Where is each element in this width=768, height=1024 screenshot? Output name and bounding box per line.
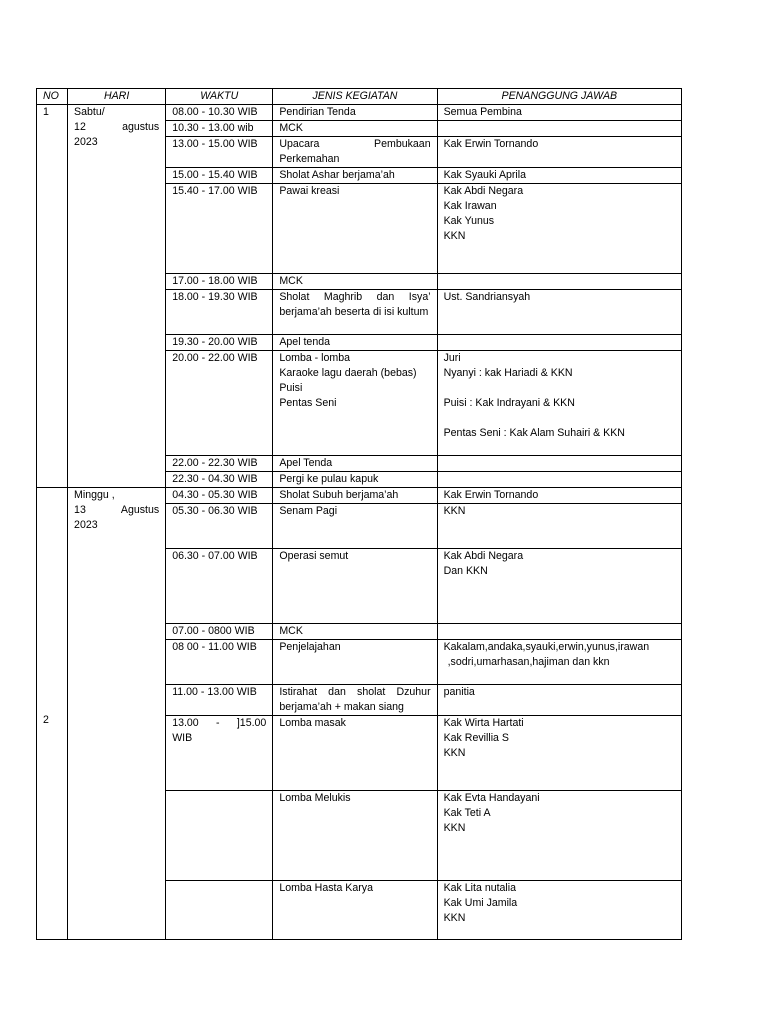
day-date-month: Agustus (120, 504, 160, 516)
time-cell: 13.00 - 15.00 WIB (166, 137, 273, 168)
pic-line: Kak Evta Handayani (443, 792, 540, 804)
pic-cell: Ust. Sandriansyah (437, 290, 681, 335)
activity-cell: Lomba masak (273, 716, 437, 791)
pic-line: Dan KKN (443, 565, 488, 577)
time-end: ]15.00 (236, 717, 267, 729)
activity-line: Karaoke lagu daerah (bebas) (279, 367, 417, 379)
header-waktu: WAKTU (166, 89, 273, 105)
day-date-month: agustus (122, 121, 160, 133)
day-date (68, 488, 166, 940)
activity-cell: Senam Pagi (273, 504, 437, 549)
time-start: 13.00 (172, 717, 199, 729)
time-cell: 15.40 - 17.00 WIB (166, 184, 273, 274)
header-hari: HARI (68, 89, 166, 105)
pic-line: Kak Lita nutalia (443, 882, 517, 894)
activity-cell: Penjelajahan (273, 640, 437, 685)
pic-line: Kak Abdi Negara (443, 185, 524, 197)
schedule-table (36, 88, 682, 940)
time-cell: 15.00 - 15.40 WIB (166, 168, 273, 184)
activity-line: Puisi (279, 382, 303, 394)
activity-cell: Sholat Maghrib dan Isya’ berjama’ah beserta di isi kultum (273, 290, 437, 335)
pic-line: Kakalam,andaka,syauki,erwin,yunus,irawan (443, 641, 650, 653)
pic-line: Kak Abdi Negara (443, 550, 524, 562)
activity-cell: Apel tenda (273, 335, 437, 351)
time-cell: 06.30 - 07.00 WIB (166, 549, 273, 624)
pic-line: Kak Umi Jamila (443, 897, 518, 909)
pic-line: KKN (443, 747, 466, 759)
pic-cell (437, 184, 681, 274)
time-cell: 07.00 - 0800 WIB (166, 624, 273, 640)
pic-cell: Kak Erwin Tornando (437, 137, 681, 168)
time-cell: 04.30 - 05.30 WIB (166, 488, 273, 504)
pic-cell (437, 624, 681, 640)
day-label: Sabtu/ (74, 106, 105, 118)
pic-cell (437, 640, 681, 685)
activity-cell: Operasi semut (273, 549, 437, 624)
pic-line: Nyanyi : kak Hariadi & KKN (443, 367, 573, 379)
time-cell: 08.00 - 10.30 WIB (166, 105, 273, 121)
activity-cell: Pawai kreasi (273, 184, 437, 274)
activity-cell: Pendirian Tenda (273, 105, 437, 121)
table-row (37, 105, 682, 121)
activity-cell: MCK (273, 624, 437, 640)
activity-cell: Apel Tenda (273, 456, 437, 472)
activity-cell: Lomba Melukis (273, 791, 437, 881)
time-cell (166, 791, 273, 881)
activity-line: Lomba - lomba (279, 352, 351, 364)
time-unit: WIB (172, 732, 193, 744)
activity-cell (273, 351, 437, 456)
pic-line: KKN (443, 912, 466, 924)
time-dash: - (216, 717, 220, 729)
day-year: 2023 (74, 136, 98, 148)
time-cell: 08 00 - 11.00 WIB (166, 640, 273, 685)
time-cell: 19.30 - 20.00 WIB (166, 335, 273, 351)
pic-cell (437, 335, 681, 351)
time-cell: 11.00 - 13.00 WIB (166, 685, 273, 716)
pic-cell (437, 881, 681, 940)
time-line (172, 716, 266, 731)
pic-gap (444, 411, 675, 426)
pic-line: Kak Revillia S (443, 732, 509, 744)
time-cell: 05.30 - 06.30 WIB (166, 504, 273, 549)
pic-gap (444, 381, 675, 396)
time-cell (166, 881, 273, 940)
time-cell: 17.00 - 18.00 WIB (166, 274, 273, 290)
activity-cell: MCK (273, 274, 437, 290)
activity-cell: Sholat Ashar berjama’ah (273, 168, 437, 184)
pic-line: KKN (443, 230, 466, 242)
pic-cell (437, 472, 681, 488)
pic-cell (437, 121, 681, 137)
day-label: Minggu , (74, 489, 115, 501)
pic-line: Juri (443, 352, 461, 364)
day-date (68, 105, 166, 488)
pic-line: Kak Yunus (443, 215, 495, 227)
activity-cell: Sholat Subuh berjama’ah (273, 488, 437, 504)
pic-cell (437, 549, 681, 624)
pic-line: ,sodri,umarhasan,hajiman dan kkn (447, 656, 610, 668)
day-number: 2 (37, 488, 68, 940)
pic-line: Pentas Seni : Kak Alam Suhairi & KKN (443, 427, 625, 439)
pic-line: Kak Wirta Hartati (443, 717, 524, 729)
activity-cell: Istirahat dan sholat Dzuhur berjama’ah + makan siang (273, 685, 437, 716)
pic-line: Kak Teti A (443, 807, 491, 819)
pic-cell: KKN (437, 504, 681, 549)
time-cell: 18.00 - 19.30 WIB (166, 290, 273, 335)
activity-cell: MCK (273, 121, 437, 137)
pic-cell (437, 791, 681, 881)
header-row (37, 89, 682, 105)
pic-cell (437, 716, 681, 791)
time-cell (166, 716, 273, 791)
day-date-num: 12 (74, 121, 86, 133)
pic-line: Puisi : Kak Indrayani & KKN (443, 397, 575, 409)
time-cell: 10.30 - 13.00 wib (166, 121, 273, 137)
day-year: 2023 (74, 519, 98, 531)
header-no: NO (37, 89, 68, 105)
time-cell: 20.00 - 22.00 WIB (166, 351, 273, 456)
activity-cell: Lomba Hasta Karya (273, 881, 437, 940)
pic-cell (437, 456, 681, 472)
pic-line: KKN (443, 822, 466, 834)
day-date-line (74, 120, 159, 135)
day-date-num: 13 (74, 504, 86, 516)
table-row (37, 488, 682, 504)
pic-cell (437, 274, 681, 290)
activity-cell: Pergi ke pulau kapuk (273, 472, 437, 488)
pic-cell: panitia (437, 685, 681, 716)
pic-cell (437, 351, 681, 456)
pic-cell: Kak Erwin Tornando (437, 488, 681, 504)
header-pj: PENANGGUNG JAWAB (437, 89, 681, 105)
pic-cell: Semua Pembina (437, 105, 681, 121)
time-cell: 22.00 - 22.30 WIB (166, 456, 273, 472)
pic-cell: Kak Syauki Aprila (437, 168, 681, 184)
activity-line: Pentas Seni (279, 397, 337, 409)
pic-line: Kak Irawan (443, 200, 497, 212)
day-number: 1 (37, 105, 68, 488)
day-date-line (74, 503, 159, 518)
activity-cell: Upacara Pembukaan Perkemahan (273, 137, 437, 168)
header-jenis: JENIS KEGIATAN (273, 89, 437, 105)
time-cell: 22.30 - 04.30 WIB (166, 472, 273, 488)
